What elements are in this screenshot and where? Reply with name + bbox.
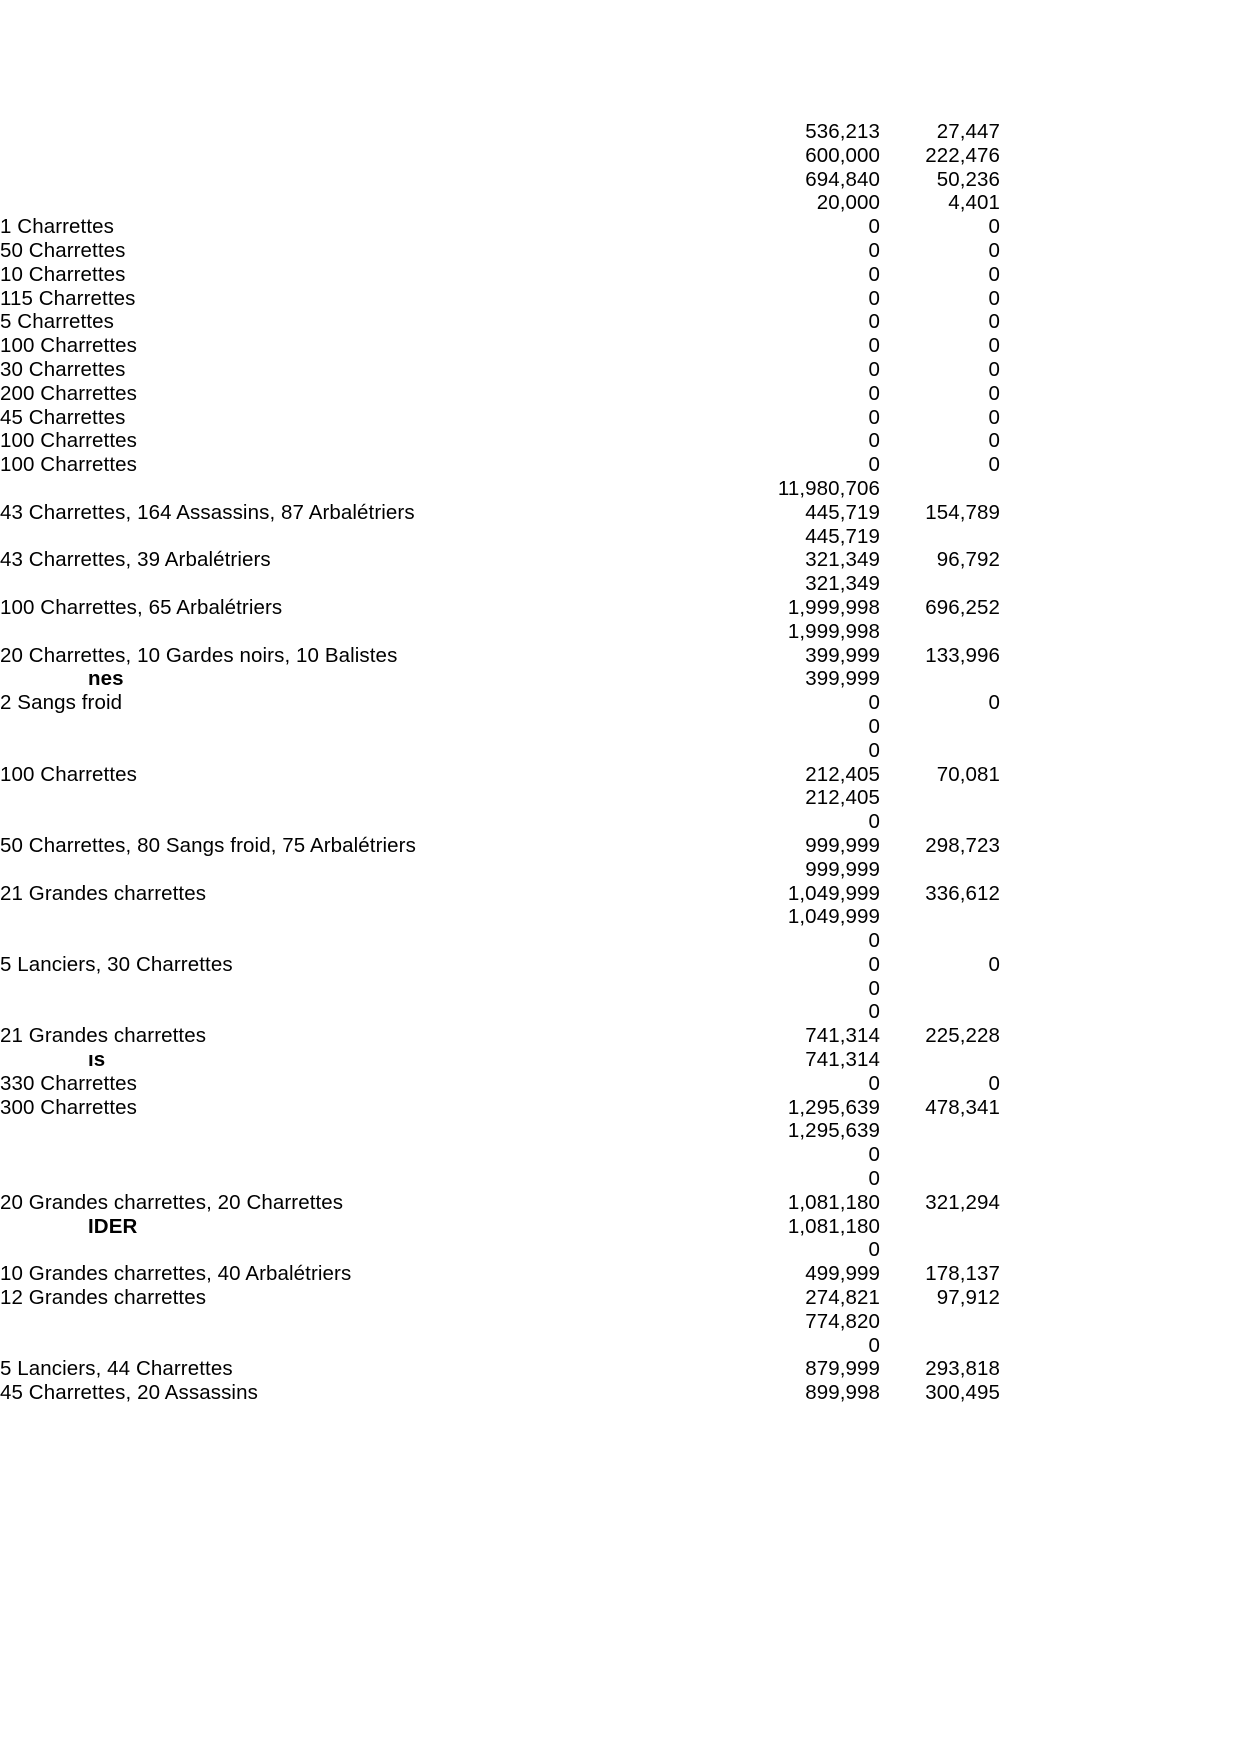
row-value-primary: 499,999	[805, 1262, 880, 1286]
row-description	[0, 1310, 720, 1334]
table-row	[0, 1024, 1000, 1048]
row-value-secondary	[880, 1000, 1000, 1024]
row-value-primary: 321,349	[805, 572, 880, 596]
table-row	[0, 882, 1000, 906]
table-row	[0, 644, 1000, 668]
row-value-secondary: 50,236	[936, 167, 1000, 191]
row-value-secondary: 0	[988, 381, 1000, 405]
row-value-secondary	[880, 572, 1000, 596]
table-row	[0, 810, 1000, 834]
table-row	[0, 834, 1000, 858]
table-row	[0, 477, 1000, 501]
row-value-primary: 212,405	[805, 786, 880, 810]
row-value-primary: 0	[868, 1143, 880, 1167]
row-value-primary: 0	[868, 286, 880, 310]
table-row	[0, 953, 1000, 977]
table-row	[0, 168, 1000, 192]
row-value-primary: 0	[868, 1000, 880, 1024]
row-description: 5 Lanciers, 44 Charrettes	[0, 1357, 233, 1381]
row-description: 43 Charrettes, 164 Assassins, 87 Arbalétriers	[0, 500, 415, 524]
row-value-secondary: 96,792	[936, 548, 1000, 572]
row-description: 21 Grandes charrettes	[0, 881, 207, 905]
table-row	[0, 453, 1000, 477]
row-value-secondary	[880, 858, 1000, 882]
row-value-secondary: 293,818	[925, 1357, 1000, 1381]
row-description: 1 Charrettes	[0, 215, 114, 239]
row-value-primary: 741,314	[805, 1048, 880, 1072]
row-value-secondary: 0	[988, 357, 1000, 381]
row-description: 50 Charrettes, 80 Sangs froid, 75 Arbalétriers	[0, 833, 416, 857]
row-description: 50 Charrettes	[0, 238, 126, 262]
row-value-secondary: 0	[988, 429, 1000, 453]
table-row	[0, 858, 1000, 882]
row-value-secondary	[880, 1310, 1000, 1334]
row-label-clipped: ıs	[88, 1048, 106, 1072]
table-row	[0, 596, 1000, 620]
row-description: 45 Charrettes	[0, 405, 126, 429]
row-description: 2 Sangs froid	[0, 691, 123, 715]
row-value-primary: 879,999	[805, 1357, 880, 1381]
table-row	[0, 786, 1000, 810]
row-description: 20 Charrettes, 10 Gardes noirs, 10 Balistes	[0, 643, 398, 667]
row-value-secondary	[880, 715, 1000, 739]
table-body	[0, 120, 1000, 1405]
row-value-primary: 0	[868, 310, 880, 334]
row-description: 5 Lanciers, 30 Charrettes	[0, 952, 233, 976]
row-value-secondary: 321,294	[925, 1190, 1000, 1214]
row-value-primary: 0	[868, 453, 880, 477]
row-value-secondary: 0	[988, 262, 1000, 286]
row-description: 100 Charrettes	[0, 429, 138, 453]
row-description	[0, 786, 720, 810]
row-value-secondary: 154,789	[925, 500, 1000, 524]
row-description	[0, 525, 720, 549]
row-description: 43 Charrettes, 39 Arbalétriers	[0, 548, 271, 572]
row-value-primary: 600,000	[805, 143, 880, 167]
row-description: 20 Grandes charrettes, 20 Charrettes	[0, 1190, 344, 1214]
table-row	[0, 1215, 1000, 1239]
row-value-secondary	[880, 905, 1000, 929]
table-row	[0, 929, 1000, 953]
row-value-primary: 1,049,999	[787, 881, 880, 905]
row-description: 330 Charrettes	[0, 1071, 138, 1095]
row-value-primary: 274,821	[805, 1286, 880, 1310]
row-description	[0, 572, 720, 596]
row-description	[0, 168, 720, 192]
row-description: 5 Charrettes	[0, 310, 114, 334]
row-value-primary: 0	[868, 238, 880, 262]
row-value-secondary	[880, 1334, 1000, 1358]
row-value-primary: 445,719	[805, 524, 880, 548]
row-value-secondary: 133,996	[925, 643, 1000, 667]
row-value-primary: 0	[868, 714, 880, 738]
row-description: 45 Charrettes, 20 Assassins	[0, 1381, 258, 1405]
row-value-primary: 399,999	[805, 667, 880, 691]
row-value-secondary: 0	[988, 453, 1000, 477]
table-row	[0, 144, 1000, 168]
row-value-primary: 0	[868, 334, 880, 358]
row-value-primary: 20,000	[816, 191, 880, 215]
table-row	[0, 715, 1000, 739]
row-value-secondary: 178,137	[925, 1262, 1000, 1286]
row-description	[0, 739, 720, 763]
row-value-primary: 1,081,180	[787, 1214, 880, 1238]
row-value-primary: 536,213	[805, 120, 880, 143]
table-row	[0, 382, 1000, 406]
table-row	[0, 429, 1000, 453]
row-value-secondary: 97,912	[936, 1286, 1000, 1310]
table-row	[0, 667, 1000, 691]
row-value-secondary	[880, 739, 1000, 763]
row-label-clipped: nes	[88, 667, 124, 691]
table-row	[0, 525, 1000, 549]
table-row	[0, 239, 1000, 263]
row-value-secondary	[880, 667, 1000, 691]
row-value-primary: 0	[868, 357, 880, 381]
row-description	[0, 191, 720, 215]
row-value-secondary	[880, 1119, 1000, 1143]
row-value-secondary: 336,612	[925, 881, 1000, 905]
table-row	[0, 1048, 1000, 1072]
row-value-secondary: 0	[988, 286, 1000, 310]
table-row	[0, 620, 1000, 644]
table-row	[0, 1191, 1000, 1215]
table-row	[0, 1334, 1000, 1358]
row-value-secondary	[880, 1167, 1000, 1191]
row-value-primary: 1,999,998	[787, 619, 880, 643]
row-description: 300 Charrettes	[0, 1095, 138, 1119]
table-row	[0, 1096, 1000, 1120]
row-description	[0, 1167, 720, 1191]
table-row	[0, 1310, 1000, 1334]
table-row	[0, 1072, 1000, 1096]
table-row	[0, 1167, 1000, 1191]
row-value-primary: 212,405	[805, 762, 880, 786]
table-row	[0, 1238, 1000, 1262]
table-row	[0, 1000, 1000, 1024]
table-row	[0, 1262, 1000, 1286]
row-value-primary: 774,820	[805, 1309, 880, 1333]
row-value-secondary	[880, 477, 1000, 501]
row-description: 10 Grandes charrettes, 40 Arbalétriers	[0, 1262, 352, 1286]
row-value-secondary: 0	[988, 238, 1000, 262]
row-description: 100 Charrettes	[0, 334, 138, 358]
row-description	[0, 477, 720, 501]
row-value-primary: 1,049,999	[787, 905, 880, 929]
row-value-primary: 694,840	[805, 167, 880, 191]
row-description	[0, 1143, 720, 1167]
row-value-primary: 0	[868, 1167, 880, 1191]
row-value-secondary: 696,252	[925, 595, 1000, 619]
table-row	[0, 905, 1000, 929]
table-row	[0, 191, 1000, 215]
row-value-primary: 0	[868, 262, 880, 286]
table-row	[0, 358, 1000, 382]
row-value-secondary	[880, 1238, 1000, 1262]
row-value-primary: 0	[868, 1333, 880, 1357]
table-row	[0, 287, 1000, 311]
table-row	[0, 763, 1000, 787]
row-value-secondary: 4,401	[948, 191, 1000, 215]
row-description	[0, 144, 720, 168]
row-description	[0, 977, 720, 1001]
table-row	[0, 548, 1000, 572]
row-value-secondary: 225,228	[925, 1024, 1000, 1048]
row-value-secondary: 0	[988, 310, 1000, 334]
table-row	[0, 310, 1000, 334]
table-row	[0, 691, 1000, 715]
row-description	[0, 905, 720, 929]
table-row	[0, 1381, 1000, 1405]
row-value-primary: 0	[868, 1071, 880, 1095]
row-value-secondary: 298,723	[925, 833, 1000, 857]
row-value-secondary: 0	[988, 952, 1000, 976]
table-row	[0, 977, 1000, 1001]
row-value-secondary	[880, 620, 1000, 644]
row-value-secondary: 27,447	[936, 120, 1000, 143]
row-description: 100 Charrettes, 65 Arbalétriers	[0, 595, 283, 619]
row-value-primary: 0	[868, 810, 880, 834]
row-description: 21 Grandes charrettes	[0, 1024, 207, 1048]
row-value-secondary: 0	[988, 1071, 1000, 1095]
row-value-secondary: 300,495	[925, 1381, 1000, 1405]
row-description	[0, 1000, 720, 1024]
row-description	[0, 120, 720, 144]
row-description: 100 Charrettes	[0, 453, 138, 477]
table-row	[0, 1357, 1000, 1381]
table-row	[0, 215, 1000, 239]
row-value-primary: 1,295,639	[787, 1095, 880, 1119]
row-value-primary: 0	[868, 381, 880, 405]
row-description	[0, 715, 720, 739]
row-value-primary: 1,081,180	[787, 1190, 880, 1214]
row-value-primary: 11,980,706	[777, 476, 880, 500]
row-description	[0, 810, 720, 834]
row-value-secondary	[880, 525, 1000, 549]
row-value-secondary: 0	[988, 405, 1000, 429]
table-row	[0, 120, 1000, 144]
row-description	[0, 929, 720, 953]
row-value-secondary: 0	[988, 334, 1000, 358]
row-value-secondary	[880, 977, 1000, 1001]
row-description	[0, 1238, 720, 1262]
row-label-clipped: IDER	[88, 1214, 138, 1238]
row-description: 12 Grandes charrettes	[0, 1286, 207, 1310]
row-description	[0, 620, 720, 644]
row-description: 10 Charrettes	[0, 262, 126, 286]
table-row	[0, 501, 1000, 525]
row-value-primary: 899,998	[805, 1381, 880, 1405]
row-value-primary: 0	[868, 215, 880, 239]
row-value-secondary	[880, 929, 1000, 953]
table-row	[0, 739, 1000, 763]
row-description: 100 Charrettes	[0, 762, 138, 786]
row-value-secondary: 0	[988, 691, 1000, 715]
row-description: 30 Charrettes	[0, 357, 126, 381]
row-value-primary: 999,999	[805, 833, 880, 857]
row-value-primary: 321,349	[805, 548, 880, 572]
row-description	[0, 858, 720, 882]
row-value-primary: 0	[868, 738, 880, 762]
row-value-primary: 741,314	[805, 1024, 880, 1048]
row-value-secondary: 0	[988, 215, 1000, 239]
row-description: 115 Charrettes	[0, 286, 136, 310]
row-value-secondary: 70,081	[936, 762, 1000, 786]
row-value-secondary: 478,341	[925, 1095, 1000, 1119]
table-row	[0, 263, 1000, 287]
row-value-primary: 0	[868, 1238, 880, 1262]
table-row	[0, 334, 1000, 358]
row-value-primary: 1,295,639	[787, 1119, 880, 1143]
row-description: 200 Charrettes	[0, 381, 138, 405]
data-table	[0, 120, 1000, 1405]
row-value-secondary	[880, 810, 1000, 834]
row-value-primary: 999,999	[805, 857, 880, 881]
row-value-secondary	[880, 786, 1000, 810]
spreadsheet-area	[0, 120, 1241, 1405]
row-description	[0, 1334, 720, 1358]
table-row	[0, 1143, 1000, 1167]
row-value-primary: 399,999	[805, 643, 880, 667]
table-row	[0, 406, 1000, 430]
row-value-primary: 0	[868, 976, 880, 1000]
row-value-primary: 0	[868, 929, 880, 953]
row-description	[0, 1119, 720, 1143]
table-row	[0, 1119, 1000, 1143]
row-value-primary: 0	[868, 405, 880, 429]
row-value-primary: 1,999,998	[787, 595, 880, 619]
table-row	[0, 1286, 1000, 1310]
table-row	[0, 572, 1000, 596]
row-value-primary: 0	[868, 691, 880, 715]
row-value-primary: 445,719	[805, 500, 880, 524]
row-value-primary: 0	[868, 952, 880, 976]
row-value-secondary	[880, 1215, 1000, 1239]
row-value-secondary	[880, 1048, 1000, 1072]
row-value-primary: 0	[868, 429, 880, 453]
row-value-secondary: 222,476	[925, 143, 1000, 167]
row-value-secondary	[880, 1143, 1000, 1167]
